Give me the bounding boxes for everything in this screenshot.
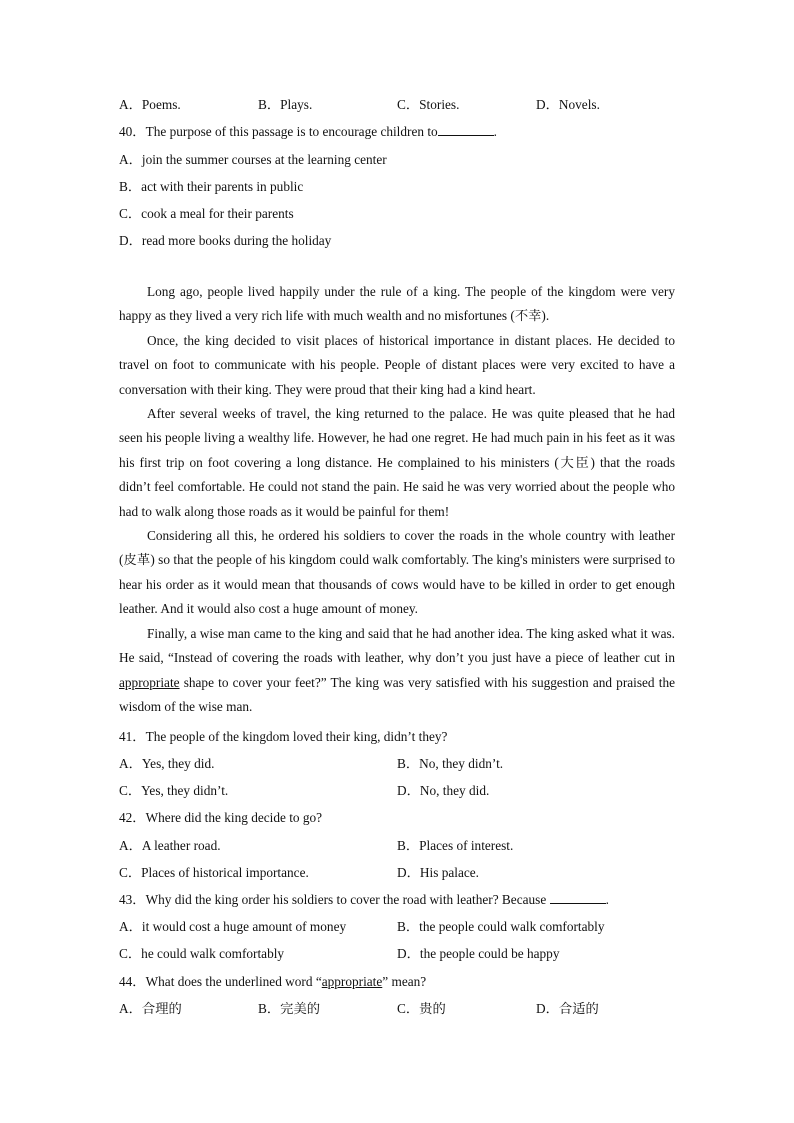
q42-option-a[interactable]: A．A leather road. [119, 838, 221, 853]
q43-answer-blank[interactable] [550, 891, 606, 904]
q40-stem [119, 123, 497, 141]
q44-option-d[interactable]: D．合适的 [536, 1001, 599, 1016]
q42-option-b[interactable]: B．Places of interest. [397, 838, 514, 853]
q39-option-a[interactable]: A．Poems. [119, 97, 181, 112]
q39-options [0, 96, 794, 114]
q42-options-row2 [0, 864, 794, 882]
passage-paragraph-1: Long ago, people lived happily under the rule of a king. The people of the kingdom were very happy as they lived a very rich life with much wealth and no misfortunes (不幸). [119, 284, 675, 324]
q43-options-row1 [0, 918, 794, 936]
q41-stem: 41．The people of the kingdom loved their king, didn’t they? [119, 729, 448, 744]
q43-option-a[interactable]: A．it would cost a huge amount of money [119, 919, 347, 934]
q41-option-d[interactable]: D．No, they did. [397, 783, 490, 798]
q43-option-b[interactable]: B．the people could walk comfortably [397, 919, 605, 934]
q43-options-row2 [0, 945, 794, 963]
q39-option-d[interactable]: D．Novels. [536, 97, 600, 112]
passage-paragraph-5 [119, 622, 675, 720]
q40-stem-end: . [493, 124, 497, 139]
passage-paragraph-3: After several weeks of travel, the king returned to the palace. He was quite pleased that he had seen his people living a wealthy life. However, he had one regret. He had much pain in his feet as it was his first trip on foot covering a long distance. He complained to his ministers (大臣) that the roads didn’t feel comfortable. He could not stand the pain. He said he was very worried about the people who had to walk along those roads as it would be painful for them! [119, 406, 675, 519]
q40-option-b[interactable]: B．act with their parents in public [119, 179, 304, 194]
q43-stem [119, 891, 609, 909]
q44-option-c[interactable]: C．贵的 [397, 1001, 446, 1016]
q42-option-c[interactable]: C．Places of historical importance. [119, 865, 309, 880]
q43-stem-text: 43．Why did the king order his soldiers to cover the road with leather? Because [119, 892, 547, 907]
q44-underlined-word: appropriate [321, 974, 383, 989]
q40-option-a[interactable]: A．join the summer courses at the learning center [119, 152, 387, 167]
q44-stem [119, 973, 426, 991]
passage-p5-before: Finally, a wise man came to the king and said that he had another idea. The king asked what it was. He said, “Instead of covering the roads with leather, why don’t you just have a piece of leather cut in [119, 625, 675, 666]
q41-option-a[interactable]: A．Yes, they did. [119, 756, 215, 771]
q44-stem-before: 44．What does the underlined word “ [119, 974, 322, 989]
q42-options-row1 [0, 837, 794, 855]
q44-stem-after: ” mean? [382, 974, 427, 989]
passage-paragraph-2: Once, the king decided to visit places of historical importance in distant places. He decided to travel on foot to communicate with his people. People of distant places were very excited to have a conversation with their king. They were proud that their king had a kind heart. [119, 332, 675, 397]
passage-p5-after: shape to cover your feet?” The king was very satisfied with his suggestion and praised the wisdom of the wise man. [119, 674, 675, 714]
q39-option-c[interactable]: C．Stories. [397, 97, 460, 112]
passage-paragraph-4: Considering all this, he ordered his soldiers to cover the roads in the whole country with leather (皮革) so that the people of his kingdom could walk comfortably. The king's ministers were surprised to hear his order as it would mean that thousands of cows would have to be killed in order to get enough leather. And it would also cost a huge amount of money. [119, 528, 675, 617]
q40-stem-text: 40．The purpose of this passage is to encourage children to [119, 124, 438, 139]
q40-option-d[interactable]: D．read more books during the holiday [119, 233, 332, 248]
q41-options-row1 [0, 755, 794, 773]
q44-option-b[interactable]: B．完美的 [258, 1001, 321, 1016]
q44-options [0, 1000, 794, 1018]
reading-passage [119, 280, 675, 719]
q43-option-d[interactable]: D．the people could be happy [397, 946, 560, 961]
q40-answer-blank[interactable] [438, 123, 494, 136]
q42-option-d[interactable]: D．His palace. [397, 865, 479, 880]
q39-option-b[interactable]: B．Plays. [258, 97, 313, 112]
q43-stem-end: . [605, 892, 609, 907]
q44-option-a[interactable]: A．合理的 [119, 1001, 182, 1016]
q41-option-b[interactable]: B．No, they didn’t. [397, 756, 504, 771]
q42-stem: 42．Where did the king decide to go? [119, 810, 323, 825]
q43-option-c[interactable]: C．he could walk comfortably [119, 946, 285, 961]
q41-option-c[interactable]: C．Yes, they didn’t. [119, 783, 229, 798]
underlined-word: appropriate [119, 674, 180, 690]
q40-option-c[interactable]: C．cook a meal for their parents [119, 206, 294, 221]
q41-options-row2 [0, 782, 794, 800]
